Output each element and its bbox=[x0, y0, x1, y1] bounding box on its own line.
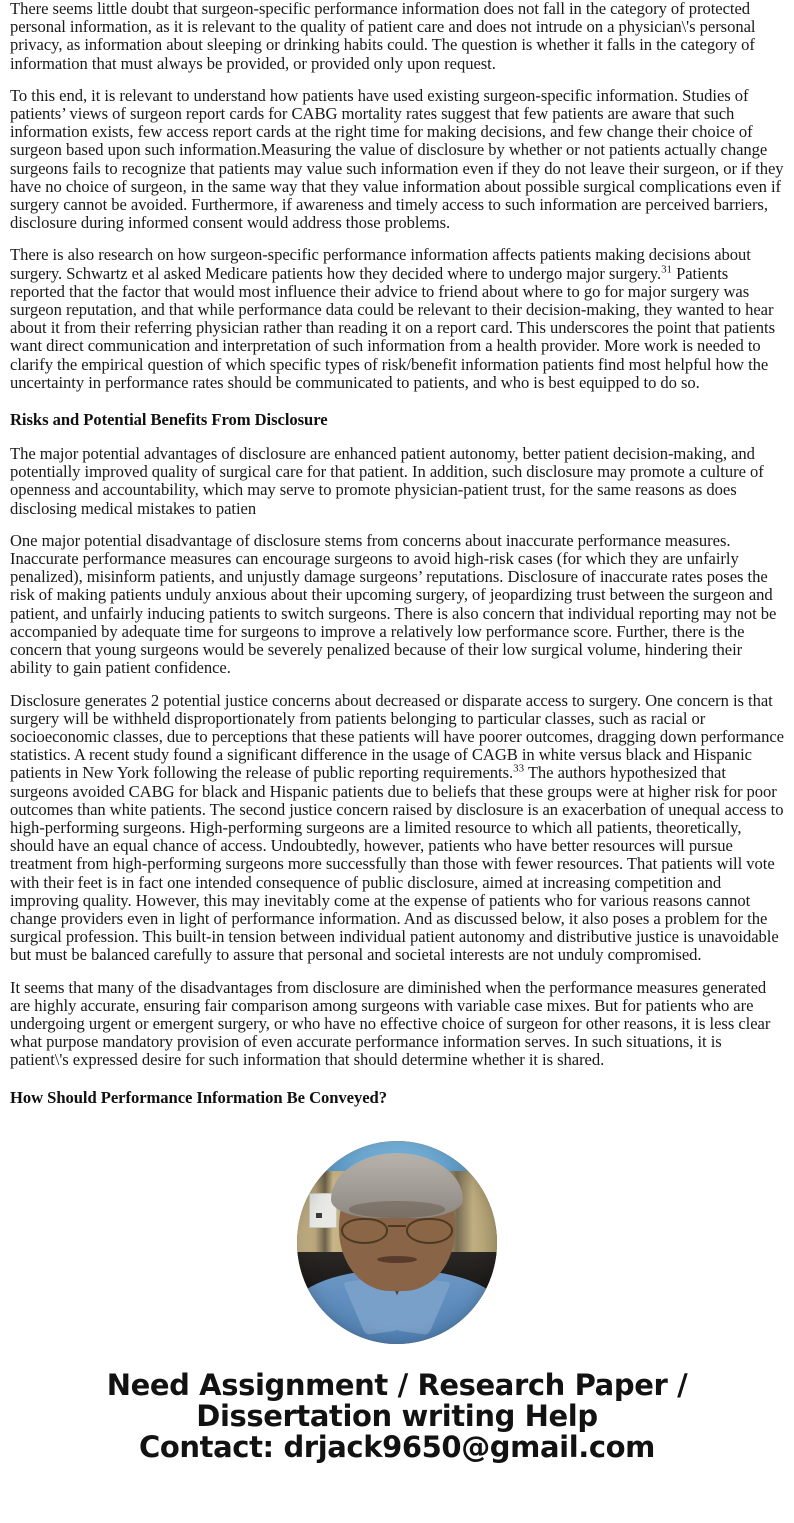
profile-photo-block bbox=[10, 1141, 784, 1344]
paragraph-7: It seems that many of the disadvantages from disclosure are diminished when the performance measures generated are highly accurate, ensuring fair comparison among surgeons with variable case mixes. But for patients who are undergoing urgent or emergent surgery, or who have no effective choice of surgeon for other reasons, it is less clear what purpose mandatory provision of even accurate performance information serves. In such situations, it is patient\'s expressed desire for such information that should determine whether it is shared. bbox=[10, 977, 771, 1070]
paragraph-6-text-before-citation: Disclosure generates 2 potential justice concerns about decreased or disparate access to surgery. One concern is that surgery will be withheld disproportionately from patients belonging to particular classes, such as racial or socioeconomic classes, due to perceptions that these patients will have poorer outcomes, dragging down performance statistics. A recent study found a significant difference in the usage of CAGB in white versus black and Hispanic patients in New York following the release of public reporting requirements. bbox=[10, 690, 784, 783]
paragraph-4: The major potential advantages of disclosure are enhanced patient autonomy, better patient decision-making, and potentially improved quality of surgical care for that patient. In addition, such disclosure may promote a culture of openness and accountability, which may serve to promote physician-patient trust, for the same reasons as does disclosing medical mistakes to patien bbox=[10, 444, 764, 518]
footer-contact: Contact: drjack9650@gmail.com bbox=[139, 1429, 655, 1464]
paragraph-2: To this end, it is relevant to understand how patients have used existing surgeon-specific information. Studies of patients’ views of surgeon report cards for CABG mortality rates suggest that few patients are aware that such information exists, few access report cards at the right time for making decisions, and few change their choice of surgeon based upon such information.Measuring the value of disclosure by whether or not patients actually change surgeons fails to recognize that patients may value such information even if they do not leave their surgeon, or if they have no choice of surgeon, in the same way that they value information about possible surgical complications even if surgery cannot be avoided. Furthermore, if awareness and timely access to such information are perceived barriers, disclosure during informed consent would address those problems. bbox=[10, 85, 784, 233]
citation-reference-33: 33 bbox=[513, 762, 525, 775]
footer-advertisement bbox=[10, 1367, 784, 1473]
section-heading-how-conveyed: How Should Performance Information Be Conveyed? bbox=[10, 1087, 387, 1107]
paragraph-3 bbox=[10, 246, 784, 392]
photo-vignette bbox=[297, 1141, 497, 1344]
avatar bbox=[297, 1141, 497, 1344]
paragraph-3-text-after-citation: Patients reported that the factor that would most influence their advice to friend about where to go for major surgery was surgeon reputation, and that while performance data could be relevant to their decision-making, they wanted to hear about it from their referring physician rather than reading it on a report card. This underscores the point that patients want direct communication and interpretation of such information from a health provider. More work is needed to clarify the empirical question of which specific types of risk/benefit information patients find most helpful how the uncertainty in performance rates should be communicated to patients, and who is best equipped to do so. bbox=[10, 263, 776, 392]
paragraph-3-text-before-citation: There is also research on how surgeon-specific performance information affects patients making decisions about surgery. Schwartz et al asked Medicare patients how they decided where to undergo major surgery. bbox=[10, 245, 751, 283]
paragraph-6-text-after-citation: The authors hypothesized that surgeons avoided CABG for black and Hispanic patients due to beliefs that these groups were at higher risk for poor outcomes than white patients. The second justice concern raised by disclosure is an exacerbation of unequal access to high-performing surgeons. High-performing surgeons are a limited resource to which all patients, theoretically, should have an equal chance of access. Undoubtedly, however, patients who have better resources will pursue treatment from high-performing surgeons more successfully than those with fewer resources. That patients will vote with their feet is in fact one intended consequence of public disclosure, aimed at increasing competition and improving quality. However, this may inevitably come at the expense of patients who for various reasons cannot change providers even in light of performance information. And as discussed below, it also poses a problem for the surgical profession. This built-in tension between individual patient autonomy and distributive justice is unavoidable but must be balanced carefully to assure that personal and societal interests are not unduly compromised. bbox=[10, 763, 784, 965]
citation-reference-31: 31 bbox=[661, 263, 672, 276]
paragraph-5: One major potential disadvantage of disclosure stems from concerns about inaccurate performance measures. Inaccurate performance measures can encourage surgeons to avoid high-risk cases (for which they are unfairly penalized), misinform patients, and unjustly damage surgeons’ reputations. Disclosure of inaccurate rates poses the risk of making patients unduly anxious about their upcoming surgery, of jeopardizing trust between the surgeon and patient, and unfairly inducing patients to switch surgeons. There is also concern that individual reporting may not be accompanied by adequate time for surgeons to improve a relatively low performance score. Further, there is the concern that young surgeons would be severely penalized because of their low surgical volume, hindering their ability to gain patient confidence. bbox=[10, 530, 777, 678]
paragraph-1: There seems little doubt that surgeon-specific performance information does not fall in the category of protected personal information, as it is relevant to the quality of patient care and does not intrude on a physician\'s personal privacy, as information about sleeping or drinking habits could. The question is whether it falls in the category of information that must always be provided, or provided only upon request. bbox=[10, 0, 756, 73]
paragraph-6 bbox=[10, 692, 784, 965]
section-heading-risks-and-benefits: Risks and Potential Benefits From Disclosure bbox=[10, 410, 328, 430]
footer-headline: Need Assignment / Research Paper / Dissertation writing Help bbox=[106, 1367, 688, 1433]
